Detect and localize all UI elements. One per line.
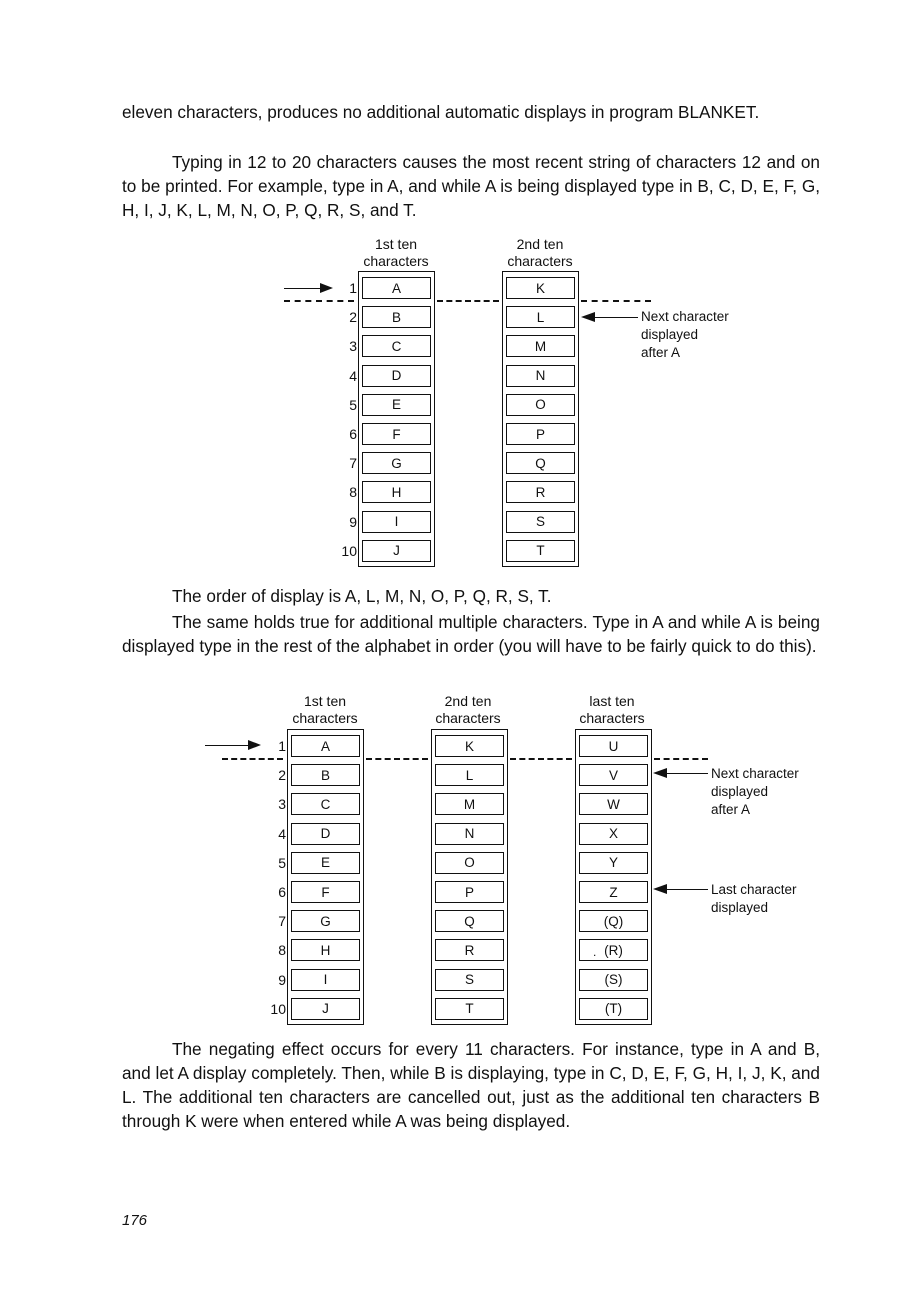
row-number: 9 <box>349 513 357 530</box>
diagram2-dash-mid1 <box>366 758 428 760</box>
diagram2-col3-caption: last ten <box>589 693 635 709</box>
char-cell: A <box>362 277 431 299</box>
char-cell: X <box>579 823 648 845</box>
diagram1-next-note <box>641 308 729 362</box>
paragraph-1: eleven characters, produces no additional automatic displays in program BLANKET. <box>122 102 760 122</box>
char-cell: V <box>579 764 648 786</box>
paragraph-3: The order of display is A, L, M, N, O, P, Q, R, S, T. <box>172 586 552 606</box>
stray-mark: . <box>593 945 597 959</box>
row-number: 10 <box>341 542 357 559</box>
char-cell: M <box>506 335 575 357</box>
char-cell: M <box>435 793 504 815</box>
row-number: 1 <box>349 280 357 296</box>
char-cell: F <box>362 423 431 445</box>
char-cell: G <box>291 910 360 932</box>
char-cell: S <box>435 969 504 991</box>
note-line: Last character <box>711 882 797 897</box>
char-cell: E <box>291 852 360 874</box>
char-cell: R <box>435 939 504 961</box>
diagram2-col1-caption: 1st ten <box>303 693 347 709</box>
paragraph-5: The negating effect occurs for every 11 characters. For instance, type in A and B, and let A display completely. Then, while B is displaying, type in C, D, E, F, G, H, I, J, K, and L. The additional ten characters are cancelled out, just as the additional ten characters B through K were when entered while A was being displayed. <box>122 1039 820 1131</box>
row-number: 1 <box>278 738 286 754</box>
paragraph-4: The same holds true for additional multiple characters. Type in A and while A is being displayed type in the rest of the alphabet in order (you will have to be fairly quick to do this). <box>122 612 820 656</box>
row-number: 5 <box>349 396 357 413</box>
row-number: 6 <box>278 884 286 900</box>
row-number: 6 <box>349 426 357 442</box>
row-number: 8 <box>278 942 286 959</box>
note-line: Next character <box>711 766 799 781</box>
paragraph-2: Typing in 12 to 20 characters causes the most recent string of characters 12 and on to be printed. For example, type in A, and while A is being displayed type in B, C, D, E, F, G, H, I, J, K, L, M, N, O, P, Q, R, S, and T. <box>122 152 820 220</box>
row-number: 5 <box>278 854 286 871</box>
char-cell: Q <box>435 910 504 932</box>
row-number: 8 <box>349 484 357 501</box>
diagram2-next-note <box>711 765 799 819</box>
char-cell: U <box>579 735 648 757</box>
row-number: 2 <box>349 309 357 326</box>
diagram2-start-arrow-line <box>205 745 250 746</box>
char-cell: C <box>362 335 431 357</box>
char-cell: (R) <box>579 939 648 961</box>
diagram1-start-arrow-line <box>284 288 322 289</box>
page-number: 176 <box>122 1212 148 1229</box>
char-cell: T <box>506 540 575 562</box>
char-cell: R <box>506 481 575 503</box>
row-number: 4 <box>349 367 357 384</box>
char-cell: B <box>362 306 431 328</box>
diagram2-last-note <box>711 881 797 917</box>
diagram1-col2-caption: 2nd ten <box>516 236 564 252</box>
note-line: displayed <box>711 784 769 799</box>
row-number: 9 <box>278 971 286 988</box>
char-cell: W <box>579 793 648 815</box>
diagram1-dash-left <box>284 300 354 302</box>
diagram2-dash-left <box>222 758 283 760</box>
row-number: 7 <box>349 455 357 472</box>
diagram1-col2-caption-2: characters <box>507 253 573 269</box>
diagram2-dash-mid2 <box>510 758 572 760</box>
char-cell: (Q) <box>579 910 648 932</box>
note-line: after A <box>711 802 751 817</box>
diagram1-next-arrow-line <box>594 317 638 318</box>
note-line: displayed <box>641 327 699 342</box>
char-cell: (T) <box>579 998 648 1020</box>
char-cell: H <box>291 939 360 961</box>
char-cell: Y <box>579 852 648 874</box>
note-line: displayed <box>711 900 769 915</box>
char-cell: T <box>435 998 504 1020</box>
char-cell: P <box>506 423 575 445</box>
diagram1-next-arrow-icon <box>581 312 595 322</box>
char-cell: K <box>506 277 575 299</box>
char-cell: L <box>506 306 575 328</box>
char-cell: Z <box>579 881 648 903</box>
row-number: 3 <box>349 338 357 355</box>
char-cell: I <box>362 511 431 533</box>
diagram2-col3-caption-2: characters <box>579 710 645 726</box>
row-number: 10 <box>270 1000 286 1017</box>
diagram2-last-arrow-line <box>666 889 708 890</box>
char-cell: D <box>291 823 360 845</box>
char-cell: Q <box>506 452 575 474</box>
char-cell: N <box>435 823 504 845</box>
diagram1-col1-caption-2: characters <box>363 253 429 269</box>
char-cell: E <box>362 394 431 416</box>
char-cell: K <box>435 735 504 757</box>
char-cell: O <box>435 852 504 874</box>
char-cell: D <box>362 365 431 387</box>
note-line: after A <box>641 345 681 360</box>
char-cell: B <box>291 764 360 786</box>
char-cell: S <box>506 511 575 533</box>
diagram2-last-arrow-icon <box>653 884 667 894</box>
row-number: 3 <box>278 796 286 813</box>
note-line: Next character <box>641 309 729 324</box>
row-number: 7 <box>278 913 286 930</box>
char-cell: J <box>291 998 360 1020</box>
char-cell: A <box>291 735 360 757</box>
char-cell: F <box>291 881 360 903</box>
char-cell: J <box>362 540 431 562</box>
diagram2-col1-caption-2: characters <box>292 710 358 726</box>
char-cell: (S) <box>579 969 648 991</box>
char-cell: L <box>435 764 504 786</box>
diagram1-dash-mid <box>437 300 499 302</box>
char-cell: I <box>291 969 360 991</box>
char-cell: P <box>435 881 504 903</box>
diagram2-next-arrow-line <box>666 773 708 774</box>
diagram1-start-arrow-icon <box>320 283 333 293</box>
row-number: 2 <box>278 767 286 784</box>
char-cell: O <box>506 394 575 416</box>
diagram1-col1-caption: 1st ten <box>374 236 418 252</box>
diagram2-next-arrow-icon <box>653 768 667 778</box>
diagram2-col2-caption-2: characters <box>435 710 501 726</box>
diagram2-col2-caption: 2nd ten <box>444 693 492 709</box>
char-cell: C <box>291 793 360 815</box>
diagram1-dash-right <box>581 300 651 302</box>
diagram2-dash-right <box>654 758 708 760</box>
char-cell: G <box>362 452 431 474</box>
char-cell: H <box>362 481 431 503</box>
char-cell: N <box>506 365 575 387</box>
row-number: 4 <box>278 825 286 842</box>
diagram2-start-arrow-icon <box>248 740 261 750</box>
